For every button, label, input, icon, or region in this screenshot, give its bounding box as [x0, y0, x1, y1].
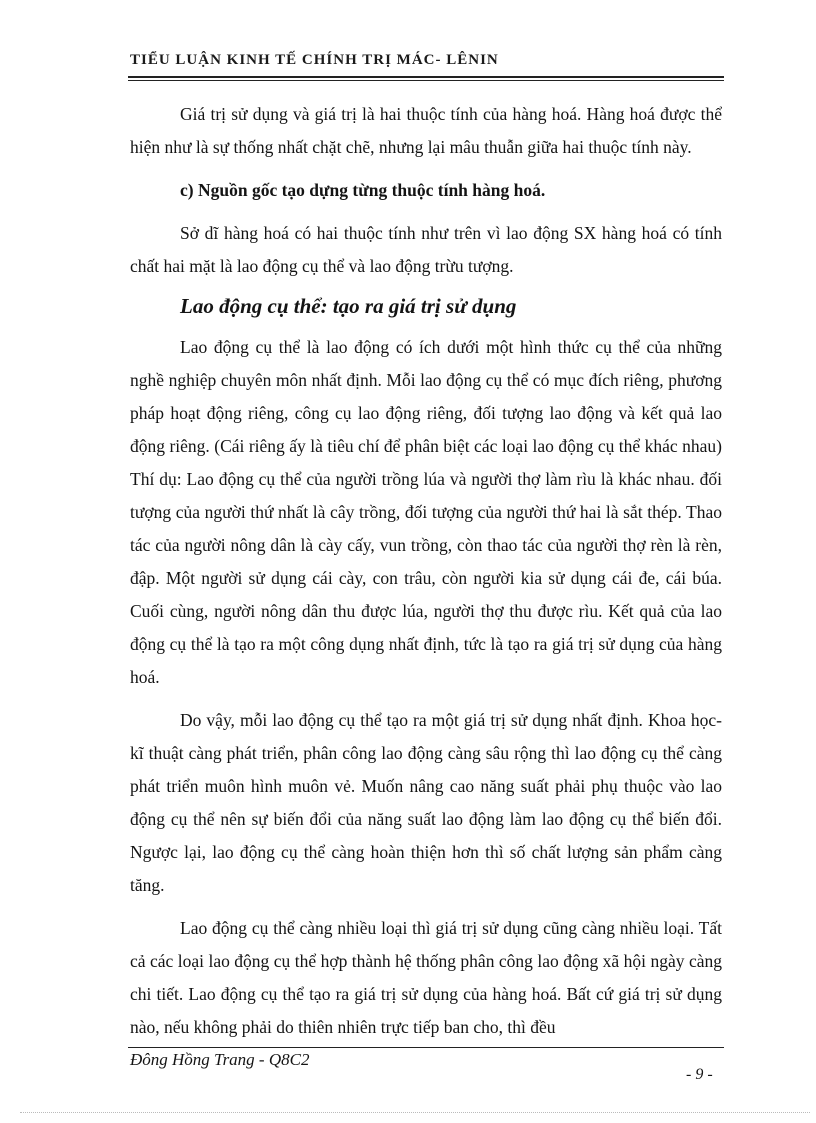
- page-number: - 9 -: [686, 1066, 713, 1083]
- document-body: [130, 98, 722, 1044]
- paragraph-concrete-labor-types: Lao động cụ thể càng nhiều loại thì giá trị sử dụng cũng càng nhiều loại. Tất cả các loại lao động cụ thể hợp thành hệ thống phân công lao động xã hội ngày càng chi tiết. Lao động cụ thể tạo ra giá trị sử dụng của hàng hoá. Bất cứ giá trị sử dụng nào, nếu không phải do thiên nhiên trực tiếp ban cho, thì đều: [130, 918, 722, 1037]
- footer-rule: [128, 1047, 724, 1048]
- section-heading-concrete-labor: Lao động cụ thể: tạo ra giá trị sử dụng: [180, 294, 517, 318]
- footer-author: Đông Hồng Trang - Q8C2: [130, 1050, 310, 1069]
- header-rule-thick: [128, 76, 724, 78]
- subheading-origin-of-properties: c) Nguồn gốc tạo dựng từng thuộc tính hàng hoá.: [180, 180, 546, 200]
- page-bottom-dotted-border: [20, 1112, 810, 1113]
- paragraph-concrete-labor-definition: Lao động cụ thể là lao động có ích dưới một hình thức cụ thể của những nghề nghiệp chuyên môn nhất định. Mỗi lao động cụ thể có mục đích riêng, phương pháp hoạt động riêng, công cụ lao động riêng, đối tượng lao động và kết quả lao động riêng. (Cái riêng ấy là tiêu chí để phân biệt các loại lao động cụ thể khác nhau) Thí dụ: Lao động cụ thể của người trồng lúa và người thợ làm rìu là khác nhau. đối tượng của người thứ nhất là cây trồng, đối tượng của người thứ hai là sắt thép. Thao tác của người nông dân là cày cấy, vun trồng, còn thao tác của người thợ rèn là rèn, đập. Một người sử dụng cái cày, con trâu, còn người kia sử dụng cái đe, cái búa. Cuối cùng, người nông dân thu được lúa, người thợ thu được rìu. Kết quả của lao động cụ thể là tạo ra một công dụng nhất định, tức là tạo ra giá trị sử dụng của hàng hoá.: [130, 337, 722, 687]
- paragraph-dual-nature-of-labor: Sở dĩ hàng hoá có hai thuộc tính như trên vì lao động SX hàng hoá có tính chất hai mặt là lao động cụ thể và lao động trừu tượng.: [130, 223, 722, 276]
- paragraph-properties-unity: Giá trị sử dụng và giá trị là hai thuộc tính của hàng hoá. Hàng hoá được thể hiện như là sự thống nhất chặt chẽ, nhưng lại mâu thuẫn giữa hai thuộc tính này.: [130, 104, 722, 157]
- paragraph-concrete-labor-development: Do vậy, mỗi lao động cụ thể tạo ra một giá trị sử dụng nhất định. Khoa học-kĩ thuật càng phát triển, phân công lao động càng sâu rộng thì lao động cụ thể càng phát triển muôn hình muôn vẻ. Muốn nâng cao năng suất phải phụ thuộc vào lao động cụ thể nên sự biến đổi của năng suất lao động làm lao động cụ thể biến đổi. Ngược lại, lao động cụ thể càng hoàn thiện hơn thì số chất lượng sản phẩm càng tăng.: [130, 710, 722, 895]
- page-header-title: TIỂU LUẬN KINH TẾ CHÍNH TRỊ MÁC- LÊNIN: [130, 52, 499, 68]
- header-rule-thin: [128, 80, 724, 81]
